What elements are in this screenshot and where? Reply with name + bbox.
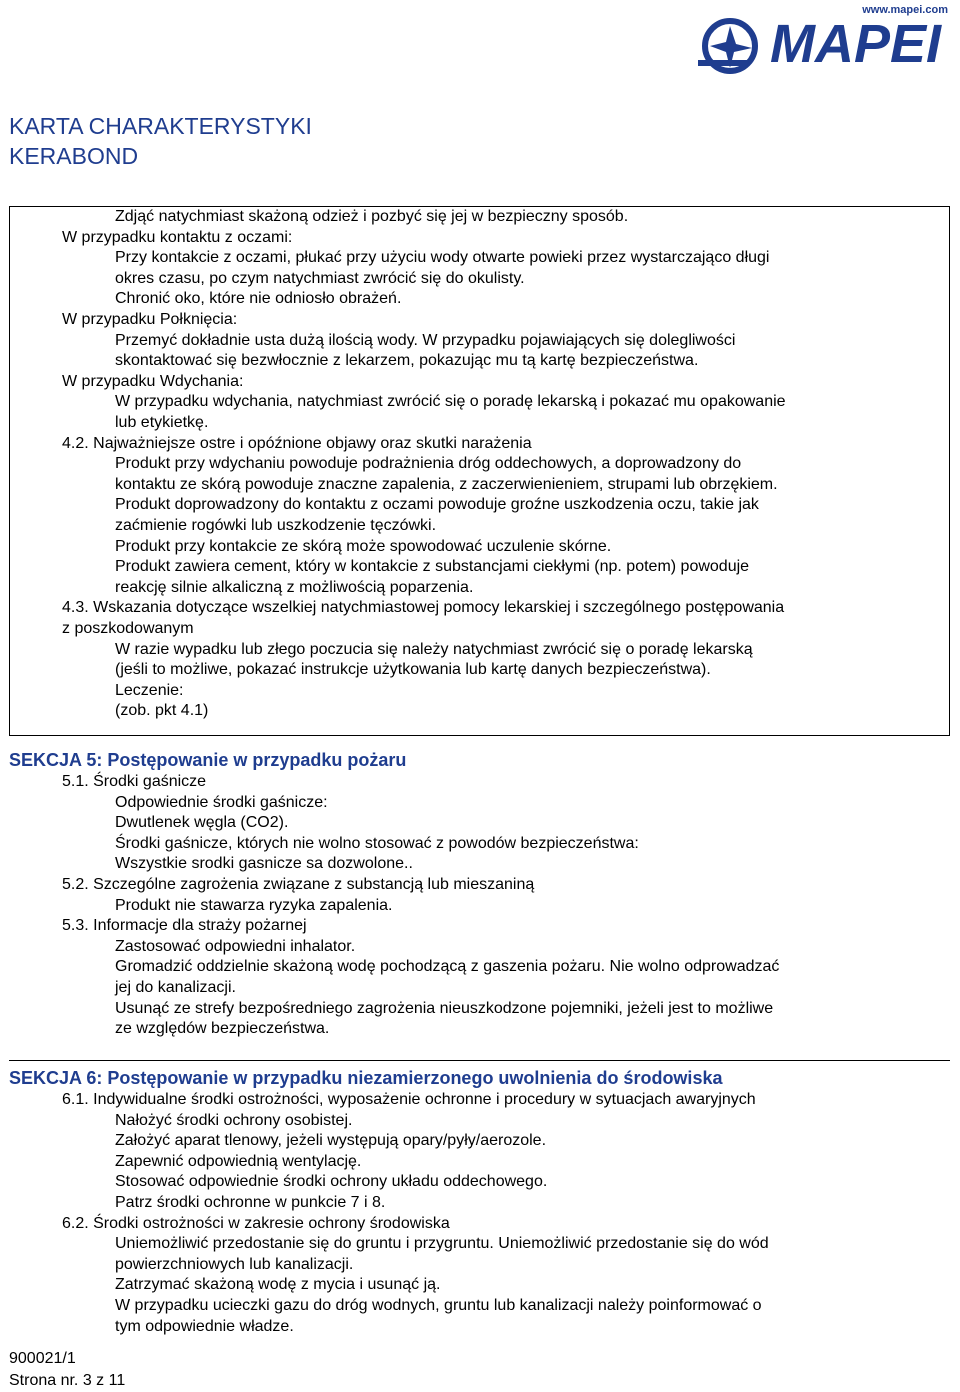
text-line: Produkt przy wdychaniu powoduje podrażnienia dróg oddechowych, a doprowadzony do [115, 455, 742, 473]
text-line: skontaktować się bezwłocznie z lekarzem, pokazując mu tą kartę bezpieczeństwa. [115, 352, 699, 370]
text-line: W przypadku ucieczki gazu do dróg wodnych, gruntu lub kanalizacji należy poinformować o [115, 1297, 762, 1314]
text-line: 6.2. Środki ostrożności w zakresie ochrony środowiska [62, 1214, 450, 1232]
text-line: Wszystkie srodki gasnicze sa dozwolone.. [115, 855, 413, 873]
mapei-logo [698, 4, 956, 76]
text-line: Gromadzić oddzielnie skażoną wodę pochodzącą z gaszenia pożaru. Nie wolno odprowadzać [115, 958, 780, 976]
text-line: (jeśli to możliwe, pokazać instrukcje użytkowania lub kartę danych bezpieczeństwa). [115, 661, 711, 679]
logo-url: www.mapei.com [862, 4, 948, 16]
text-line: Środki gaśnicze, których nie wolno stosować z powodów bezpieczeństwa: [115, 834, 639, 852]
document-title: KARTA CHARAKTERYSTYKI [9, 113, 312, 139]
text-line: zaćmienie rogówki lub uszkodzenie tęczówki. [115, 517, 437, 534]
text-line: Przemyć dokładnie usta dużą ilością wody. W przypadku pojawiających się dolegliwości [115, 331, 736, 349]
section5-title: SEKCJA 5: Postępowanie w przypadku pożaru [9, 750, 407, 770]
section6-title: SEKCJA 6: Postępowanie w przypadku niezamierzonego uwolnienia do środowiska [9, 1068, 723, 1088]
text-line: Nałożyć środki ochrony osobistej. [115, 1111, 353, 1129]
text-line: powierzchniowych lub kanalizacji. [115, 1255, 354, 1273]
text-line: lub etykietkę. [115, 414, 209, 431]
text-line: W przypadku wdychania, natychmiast zwrócić się o poradę lekarską i pokazać mu opakowanie [115, 393, 786, 411]
text-line: Zdjąć natychmiast skażoną odzież i pozbyć się jej w bezpieczny sposób. [115, 208, 629, 225]
text-line: 5.2. Szczególne zagrożenia związane z substancją lub mieszaniną [62, 876, 535, 893]
text-line: Uniemożliwić przedostanie się do gruntu i przygruntu. Uniemożliwić przedostanie się do wód [115, 1235, 769, 1253]
text-line: W przypadku Połknięcia: [62, 311, 238, 328]
text-line: (zob. pkt 4.1) [115, 702, 209, 720]
text-line: z poszkodowanym [62, 620, 194, 637]
footer [9, 1348, 125, 1392]
text-line: Produkt zawiera cement, który w kontakcie z substancjami ciekłymi (np. potem) powoduje [115, 558, 750, 576]
document-header [9, 111, 312, 171]
text-line: Zapewnić odpowiednią wentylację. [115, 1152, 362, 1170]
text-line: Produkt doprowadzony do kontaktu z oczami powoduje groźne uszkodzenia oczu, takie jak [115, 496, 759, 514]
text-line: Patrz środki ochronne w punkcie 7 i 8. [115, 1194, 386, 1211]
text-line: Zatrzymać skażoną wodę z mycia i usunąć ją. [115, 1276, 441, 1294]
text-line: Zastosować odpowiedni inhalator. [115, 937, 356, 955]
text-line: ze względów bezpieczeństwa. [115, 1020, 330, 1038]
text-line: Odpowiednie środki gaśnicze: [115, 793, 328, 811]
text-line: jej do kanalizacji. [115, 979, 236, 996]
section6-divider [9, 1060, 950, 1061]
text-line: Usunąć ze strefy bezpośredniego zagrożenia nieuszkodzone pojemniki, jeżeli jest to możliwe [115, 999, 774, 1017]
logo-brand: MAPEI [770, 14, 942, 74]
text-line: 4.2. Najważniejsze ostre i opóźnione objawy oraz skutki narażenia [62, 434, 532, 452]
text-line: Produkt nie stawarza ryzyka zapalenia. [115, 896, 393, 914]
text-line: Przy kontakcie z oczami, płukać przy użyciu wody otwarte powieki przez wystarczająco długi [115, 249, 770, 267]
text-line: Leczenie: [115, 681, 184, 699]
text-line: Założyć aparat tlenowy, jeżeli występują opary/pyły/aerozole. [115, 1132, 547, 1150]
text-line: Produkt przy kontakcie ze skórą może spowodować uczulenie skórne. [115, 537, 612, 555]
text-line: 5.3. Informacje dla straży pożarnej [62, 917, 307, 935]
text-line: okres czasu, po czym natychmiast zwrócić się do okulisty. [115, 269, 525, 287]
doc-code: 900021/1 [9, 1350, 76, 1367]
text-line: reakcję silnie alkaliczną z możliwością poparzenia. [115, 578, 474, 596]
text-line: W przypadku kontaktu z oczami: [62, 228, 293, 246]
text-line: 5.1. Środki gaśnicze [62, 773, 207, 790]
text-line: tym odpowiednie władze. [115, 1317, 294, 1335]
text-line: Chronić oko, które nie odniosło obrażeń. [115, 290, 402, 308]
text-line: Dwutlenek węgla (CO2). [115, 814, 289, 832]
page-number: Strona nr. 3 z 11 [9, 1372, 126, 1389]
text-line: 6.1. Indywidualne środki ostrożności, wyposażenie ochronne i procedury w sytuacjach awaryjnych [62, 1091, 756, 1108]
product-name: KERABOND [9, 143, 139, 169]
text-line: Stosować odpowiednie środki ochrony układu oddechowego. [115, 1173, 548, 1191]
text-line: W razie wypadku lub złego poczucia się należy natychmiast zwrócić się o poradę lekarską [115, 640, 753, 658]
text-line: 4.3. Wskazania dotyczące wszelkiej natychmiastowej pomocy lekarskiej i szczególnego postępowania [62, 599, 785, 617]
text-line: W przypadku Wdychania: [62, 372, 244, 390]
text-line: kontaktu ze skórą powoduje znaczne zapalenia, z zaczerwienieniem, strupami lub obrzękiem. [115, 475, 778, 493]
